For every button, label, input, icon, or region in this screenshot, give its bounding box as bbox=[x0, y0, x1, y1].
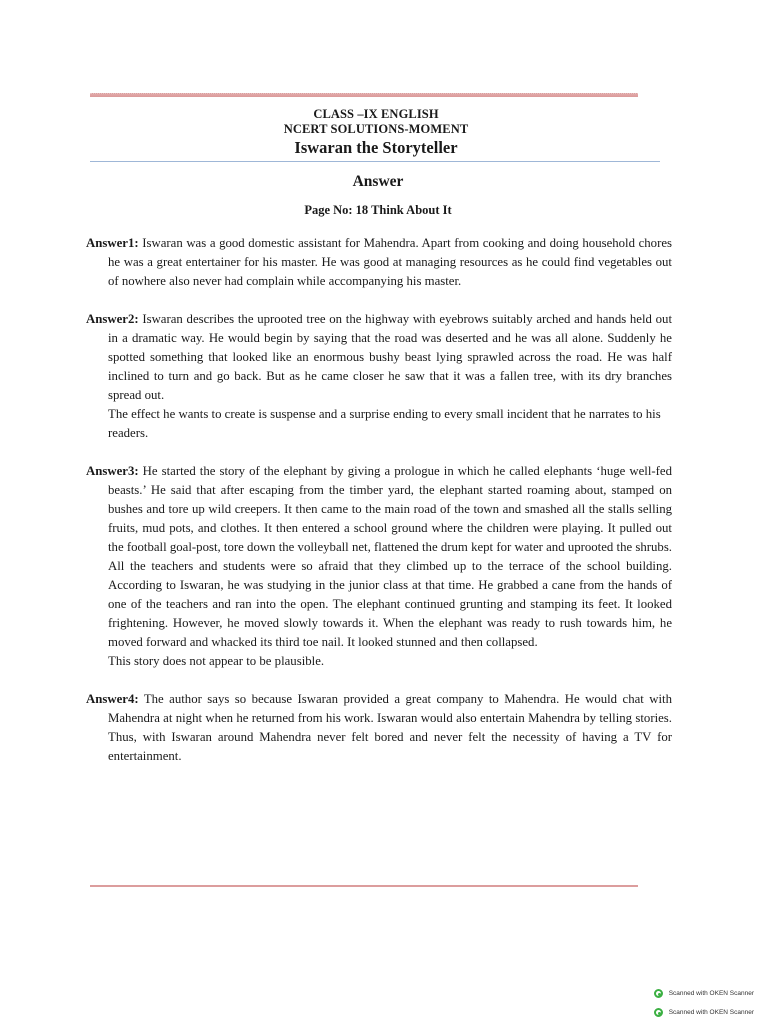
answer-label: Answer2: bbox=[86, 312, 139, 326]
bottom-divider bbox=[90, 885, 638, 887]
answer-paragraph bbox=[86, 690, 672, 766]
answer-text: Iswaran describes the uprooted tree on the highway with eyebrows suitably arched and hands held out in a dramatic way. He would begin by saying that the road was deserted and he was all alone. Suddenly he spotted something that looked like an enormous bushy beast lying sprawled across the road. He was half inclined to turn and go back. But as he came closer he saw that it was a fallen tree, with its dry branches spread out. bbox=[108, 312, 673, 402]
scanner-watermark-text: Scanned with OKEN Scanner bbox=[668, 990, 754, 997]
chapter-title: Iswaran the Storyteller bbox=[294, 138, 458, 157]
answer-paragraph bbox=[86, 234, 672, 291]
scanner-watermark-text: Scanned with OKEN Scanner bbox=[668, 1009, 754, 1016]
answer-heading: Answer bbox=[352, 173, 404, 190]
document-header bbox=[0, 107, 752, 158]
answer-text: Iswaran was a good domestic assistant for Mahendra. Apart from cooking and doing household chores he was a great entertainer for his master. He was good at managing resources as he could find vegetables out of nowhere also never had complain while accompanying his master. bbox=[108, 236, 672, 288]
answers-section bbox=[86, 234, 672, 785]
answer-paragraph bbox=[86, 462, 672, 652]
top-divider bbox=[90, 93, 638, 97]
scanner-logo-icon bbox=[654, 1008, 663, 1017]
answer-extra-text: The effect he wants to create is suspense and a surprise ending to every small incident that he narrates to his readers. bbox=[108, 407, 661, 440]
scanner-logo-icon bbox=[654, 989, 663, 998]
answer-label: Answer3: bbox=[86, 464, 139, 478]
answer-block-3 bbox=[86, 462, 672, 671]
class-label: CLASS –IX ENGLISH bbox=[313, 107, 439, 121]
scanner-watermark bbox=[654, 1008, 754, 1017]
answer-paragraph bbox=[86, 310, 672, 405]
answer-label: Answer1: bbox=[86, 236, 139, 250]
answer-label: Answer4: bbox=[86, 692, 139, 706]
answer-block-4 bbox=[86, 690, 672, 766]
answer-extra-text: This story does not appear to be plausible. bbox=[108, 654, 325, 668]
answer-block-1 bbox=[86, 234, 672, 291]
page-number-heading: Page No: 18 Think About It bbox=[304, 203, 452, 217]
title-divider bbox=[90, 161, 660, 162]
solutions-label: NCERT SOLUTIONS-MOMENT bbox=[283, 122, 469, 136]
answer-text: The author says so because Iswaran provided a great company to Mahendra. He would chat with Mahendra at night when he returned from his work. Iswaran would also entertain Mahendra by telling stories. Thus, with Iswaran around Mahendra never felt bored and never felt the necessity of having a TV for entertainment. bbox=[108, 692, 673, 763]
answer-text: He started the story of the elephant by giving a prologue in which he called elephants ‘huge well-fed beasts.’ He said that after escaping from the timber yard, the elephant started roaming about, stamped on bushes and tore up wild creepers. It then came to the main road of the town and smashed all the stalls selling fruits, mud pots, and clothes. It then entered a school ground where the children were playing. It pulled out the football goal-post, tore down the volleyball net, flattened the drum kept for water and uprooted the shrubs. All the teachers and students were so afraid that they climbed up to the terrace of the school building. According to Iswaran, he was studying in the junior class at that time. He grabbed a cane from the hands of one of the teachers and ran into the open. The elephant continued grunting and stamping its feet. It looked frightening. However, he moved slowly towards it. When the elephant was ready to rush towards him, he moved forward and whacked its third toe nail. It looked stunned and then collapsed. bbox=[108, 464, 673, 649]
answer-block-2 bbox=[86, 310, 672, 443]
scanner-watermark bbox=[654, 989, 754, 998]
